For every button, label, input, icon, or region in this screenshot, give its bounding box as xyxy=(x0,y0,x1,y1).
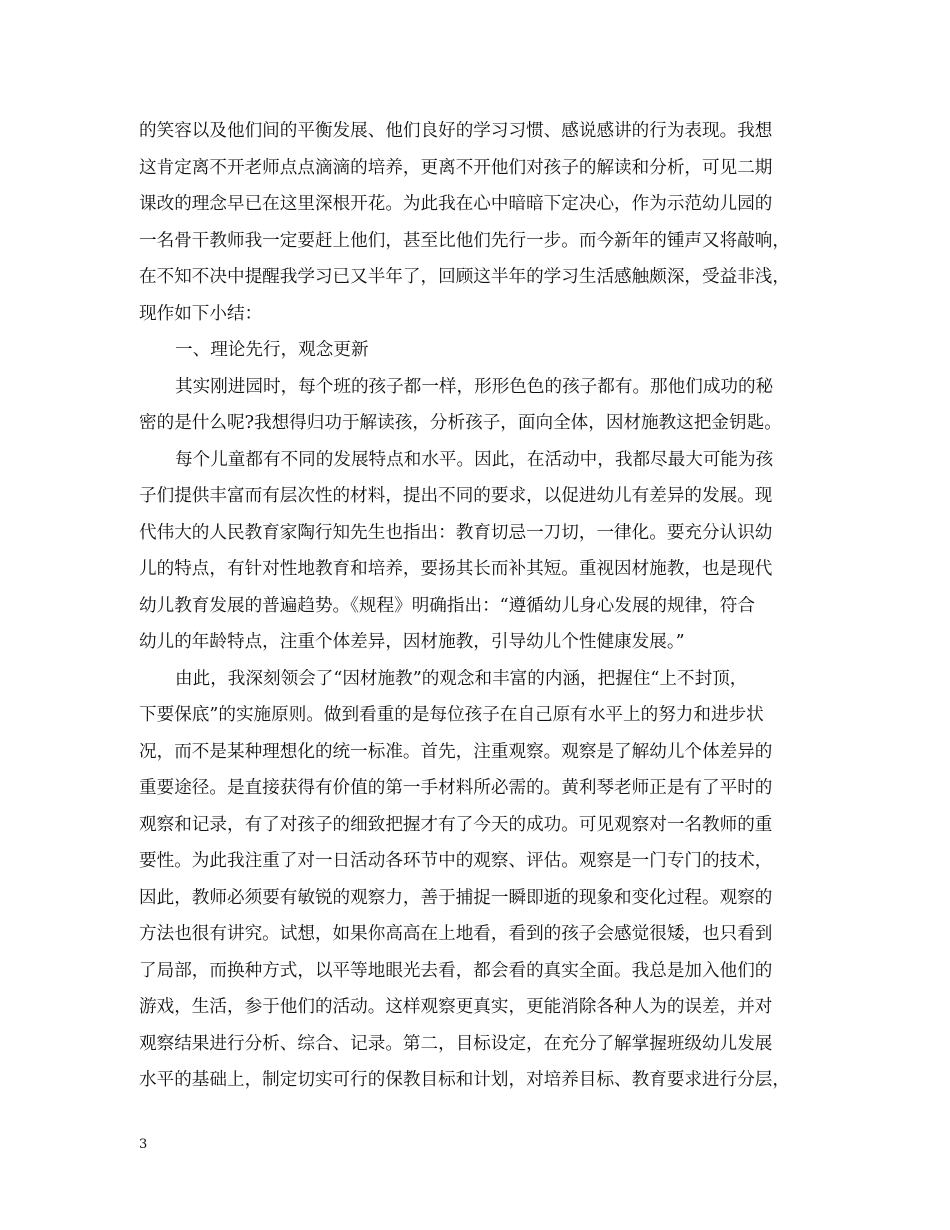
text-line: 儿的特点，有针对性地教育和培养，要扬其长而补其短。重视因材施教，也是现代 xyxy=(139,559,773,579)
text-line: 现作如下小结： xyxy=(139,303,263,324)
body-text xyxy=(139,113,819,1099)
text-line: 游戏，生活，参于他们的活动。这样观察更真实，更能消除各种人为的误差，并对 xyxy=(139,997,773,1017)
text-line: 因此，教师必须要有敏锐的观察力，善于捕捉一瞬即逝的现象和变化过程。观察的 xyxy=(139,887,773,908)
text-line: 代伟大的人民教育家陶行知先生也指出：教育切忌一刀切，一律化。要充分认识幼 xyxy=(139,522,773,543)
text-line: 这肯定离不开老师点点滴滴的培养，更离不开他们对孩子的解读和分析，可见二期 xyxy=(139,157,773,178)
page-number: 3 xyxy=(139,1137,148,1152)
text-line: 观察和记录，有了对孩子的细致把握才有了今天的成功。可见观察对一名教师的重 xyxy=(139,814,773,835)
text-line: 的笑容以及他们间的平衡发展、他们良好的学习习惯、感说感讲的行为表现。我想 xyxy=(139,121,773,141)
text-line: 一名骨干教师我一定要赶上他们，甚至比他们先行一步。而今新年的锺声又将敲响， xyxy=(139,230,790,251)
text-line: 幼儿教育发展的普遍趋势。《规程》明确指出：“遵循幼儿身心发展的规律，符合 xyxy=(139,595,755,616)
text-line: 在不知不决中提醒我学习已又半年了，回顾这半年的学习生活感触颇深，受益非浅， xyxy=(139,267,790,287)
text-line: 水平的基础上，制定切实可行的保教目标和计划，对培养目标、教育要求进行分层， xyxy=(139,1070,790,1090)
text-line: 由此，我深刻领会了“因材施教”的观念和丰富的内涵，把握住“上不封顶， xyxy=(175,668,748,689)
text-line: 子们提供丰富而有层次性的材料，提出不同的要求，以促进幼儿有差异的发展。现 xyxy=(139,486,773,506)
text-line: 要性。为此我注重了对一日活动各环节中的观察、评估。观察是一门专门的技术， xyxy=(139,851,773,871)
text-line: 况，而不是某种理想化的统一标准。首先，注重观察。观察是了解幼儿个体差异的 xyxy=(139,741,773,762)
section-heading: 一、理论先行，观念更新 xyxy=(175,340,369,360)
text-line: 其实刚进园时，每个班的孩子都一样，形形色色的孩子都有。那他们成功的秘 xyxy=(175,376,774,397)
text-line: 方法也很有讲究。试想，如果你高高在上地看，看到的孩子会感觉很矮，也只看到 xyxy=(139,924,773,944)
text-line: 观察结果进行分析、综合、记录。第二，目标设定，在充分了解掌握班级幼儿发展 xyxy=(139,1033,773,1054)
text-line: 每个儿童都有不同的发展特点和水平。因此，在活动中，我都尽最大可能为孩 xyxy=(175,449,774,470)
text-line: 幼儿的年龄特点，注重个体差异，因材施教，引导幼儿个性健康发展。” xyxy=(139,632,685,652)
text-line: 课改的理念早已在这里深根开花。为此我在心中暗暗下定决心，作为示范幼儿园的 xyxy=(139,194,773,214)
text-line: 了局部，而换种方式，以平等地眼光去看，都会看的真实全面。我总是加入他们的 xyxy=(139,960,773,981)
text-line: 密的是什么呢?我想得归功于解读孩，分析孩子，面向全体，因材施教这把金钥匙。 xyxy=(139,413,782,433)
text-line: 重要途径。是直接获得有价值的第一手材料所必需的。黄利琴老师正是有了平时的 xyxy=(139,778,773,798)
text-line: 下要保底”的实施原则。做到看重的是每位孩子在自己原有水平上的努力和进步状 xyxy=(139,705,764,725)
